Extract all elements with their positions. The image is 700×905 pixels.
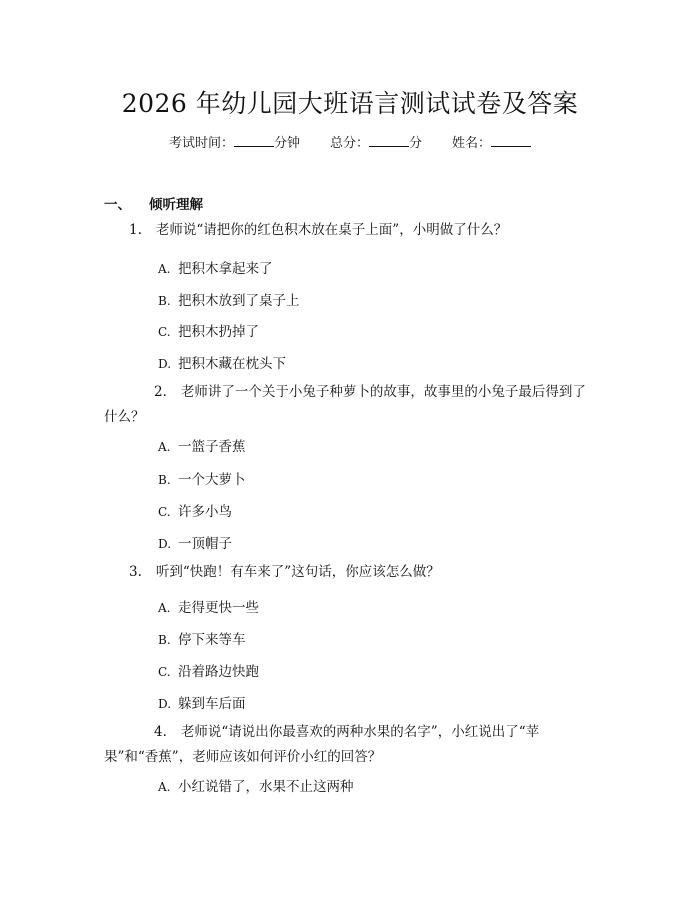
option-text: 沿着路边快跑 — [178, 664, 259, 680]
option-3d — [158, 692, 246, 712]
question-text: 老师说“请说出你最喜欢的两种水果的名字”，小红说出了“苹果”和“香蕉”，老师应该如何评价小红的回答？ — [104, 724, 540, 765]
page-title: 2026 年幼儿园大班语言测试试卷及答案 — [121, 89, 579, 118]
option-2a — [158, 435, 246, 455]
option-3c — [158, 660, 259, 680]
option-letter: C. — [158, 505, 171, 519]
exam-info-line — [0, 132, 700, 151]
option-letter: D. — [158, 357, 172, 371]
option-2c — [158, 500, 232, 520]
option-letter: B. — [158, 294, 171, 308]
option-text: 把积木藏在枕头下 — [178, 356, 286, 372]
option-letter: A. — [158, 601, 171, 615]
score-unit: 分 — [409, 136, 423, 151]
option-letter: B. — [158, 473, 171, 487]
option-letter: A. — [158, 440, 171, 454]
option-letter: C. — [158, 325, 171, 339]
question-1 — [129, 218, 507, 243]
option-1b — [158, 289, 300, 309]
option-text: 一顶帽子 — [178, 536, 232, 552]
question-3 — [129, 560, 440, 585]
section-heading — [104, 193, 203, 213]
option-letter: D. — [158, 537, 172, 551]
option-text: 把积木扔掉了 — [178, 324, 259, 340]
option-3b — [158, 628, 246, 648]
option-text: 小红说错了，水果不止这两种 — [178, 779, 354, 795]
option-1c — [158, 320, 259, 340]
option-letter: C. — [158, 665, 171, 679]
option-2b — [158, 468, 246, 488]
option-text: 一个大萝卜 — [178, 472, 246, 488]
option-4a — [158, 775, 354, 795]
question-text: 老师讲了一个关于小兔子种萝卜的故事，故事里的小兔子最后得到了什么？ — [104, 384, 586, 425]
question-number: 4. — [154, 724, 167, 740]
option-3a — [158, 596, 259, 616]
question-text: 老师说“请把你的红色积木放在桌子上面”，小明做了什么？ — [155, 222, 508, 238]
question-number: 3. — [129, 564, 142, 580]
question-4 — [104, 720, 588, 770]
name-blank — [491, 134, 531, 147]
option-text: 把积木放到了桌子上 — [178, 293, 300, 309]
option-letter: A. — [158, 262, 171, 276]
option-1a — [158, 257, 273, 277]
score-label: 总分： — [329, 136, 369, 151]
option-text: 把积木拿起来了 — [178, 261, 273, 277]
option-1d — [158, 352, 286, 372]
question-number: 1. — [129, 222, 142, 238]
option-text: 停下来等车 — [178, 632, 246, 648]
section-number: 一、 — [104, 197, 131, 213]
option-letter: A. — [158, 780, 171, 794]
time-label: 考试时间： — [168, 136, 234, 151]
option-letter: B. — [158, 633, 171, 647]
question-number: 2. — [154, 384, 167, 400]
name-label: 姓名： — [452, 136, 492, 151]
option-text: 躲到车后面 — [178, 696, 246, 712]
score-blank — [369, 134, 409, 147]
option-text: 一篮子香蕉 — [178, 439, 246, 455]
option-text: 许多小鸟 — [178, 504, 232, 520]
option-2d — [158, 532, 232, 552]
section-title: 倾听理解 — [149, 197, 203, 213]
option-text: 走得更快一些 — [178, 600, 259, 616]
time-unit: 分钟 — [273, 136, 300, 151]
option-letter: D. — [158, 697, 172, 711]
question-2 — [104, 380, 588, 430]
time-blank — [234, 134, 274, 147]
question-text: 听到“快跑！有车来了”这句话，你应该怎么做？ — [155, 564, 440, 580]
